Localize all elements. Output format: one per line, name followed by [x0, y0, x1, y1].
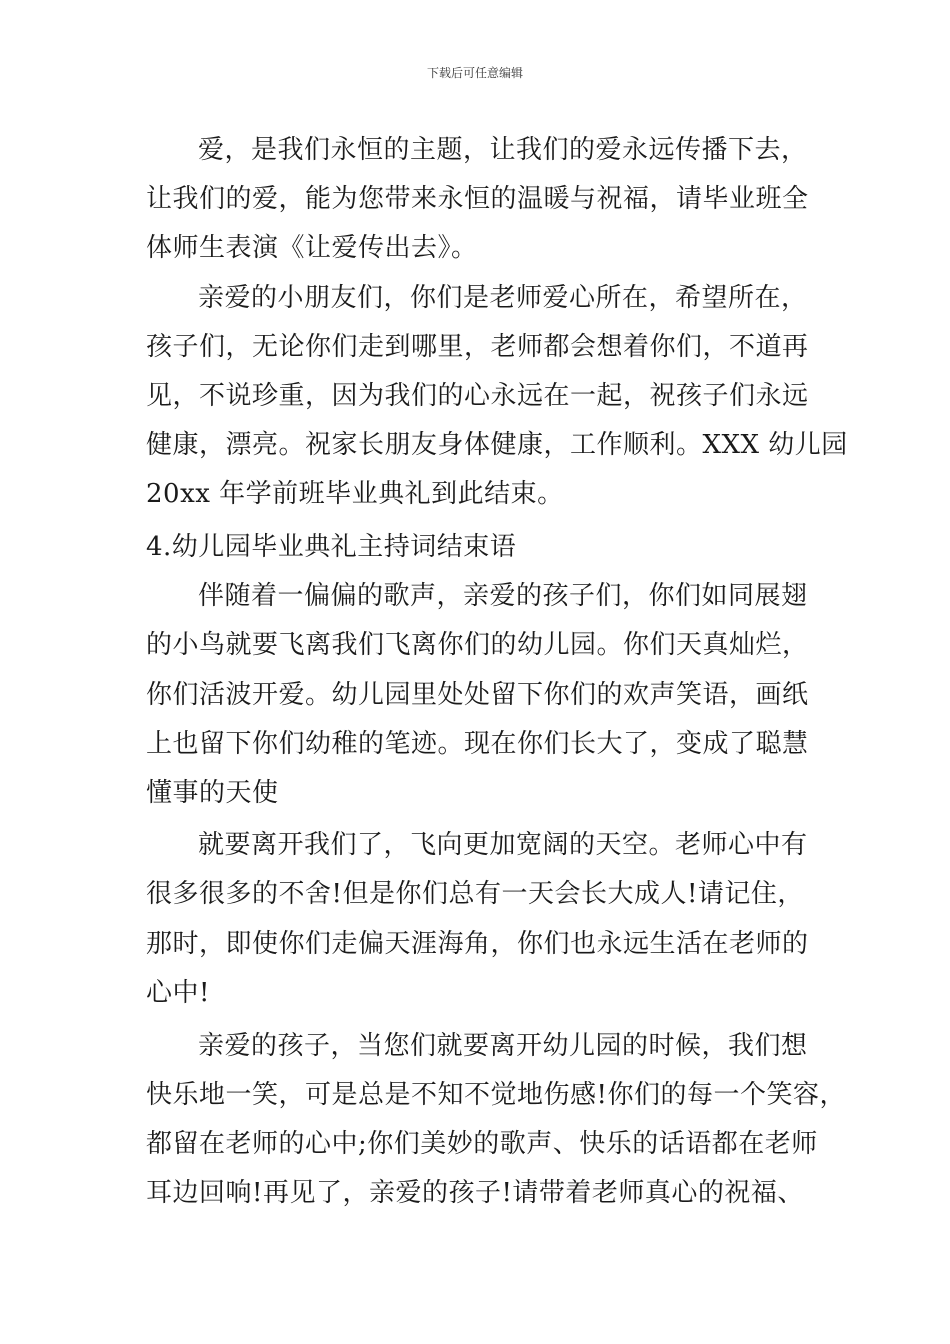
text-line: 见，不说珍重，因为我们的心永远在一起，祝孩子们永远	[146, 381, 809, 411]
section-heading: 4.幼儿园毕业典礼主持词结束语	[146, 532, 517, 562]
text-line: 亲爱的孩子，当您们就要离开幼儿园的时候，我们想	[198, 1031, 808, 1061]
text-line: 你们活波开爱。幼儿园里处处留下你们的欢声笑语，画纸	[146, 680, 809, 710]
text-line: 懂事的天使	[146, 778, 279, 808]
text-line: 上也留下你们幼稚的笔迹。现在你们长大了，变成了聪慧	[146, 729, 809, 759]
header-note: 下载后可任意编辑	[426, 66, 523, 80]
text-line: 快乐地一笑，可是总是不知不觉地伤感!你们的每一个笑容，	[146, 1080, 846, 1110]
text-line: 爱，是我们永恒的主题，让我们的爱永远传播下去，	[198, 135, 808, 165]
text-line: 孩子们，无论你们走到哪里，老师都会想着你们，不道再	[146, 332, 809, 362]
text-line: 亲爱的小朋友们，你们是老师爱心所在，希望所在，	[198, 283, 808, 313]
text-line: 都留在老师的心中;你们美妙的歌声、快乐的话语都在老师	[146, 1129, 818, 1159]
text-line: 很多很多的不舍!但是你们总有一天会长大成人!请记住，	[146, 879, 804, 909]
text-line: 让我们的爱，能为您带来永恒的温暖与祝福，请毕业班全	[146, 184, 809, 214]
text-line: 体师生表演《让爱传出去》。	[146, 233, 478, 263]
text-line: 耳边回响!再见了，亲爱的孩子!请带着老师真心的祝福、	[146, 1178, 804, 1208]
text-line: 那时，即使你们走偏天涯海角，你们也永远生活在老师的	[146, 929, 809, 959]
text-line: 20xx 年学前班毕业典礼到此结束。	[146, 479, 564, 509]
text-line: 就要离开我们了，飞向更加宽阔的天空。老师心中有	[198, 830, 808, 860]
text-line: 的小鸟就要飞离我们飞离你们的幼儿园。你们天真灿烂，	[146, 630, 809, 660]
text-line: 健康，漂亮。祝家长朋友身体健康，工作顺利。XXX 幼儿园	[146, 430, 848, 460]
text-line: 心中!	[146, 978, 210, 1008]
text-line: 伴随着一偏偏的歌声，亲爱的孩子们，你们如同展翅	[198, 581, 808, 611]
